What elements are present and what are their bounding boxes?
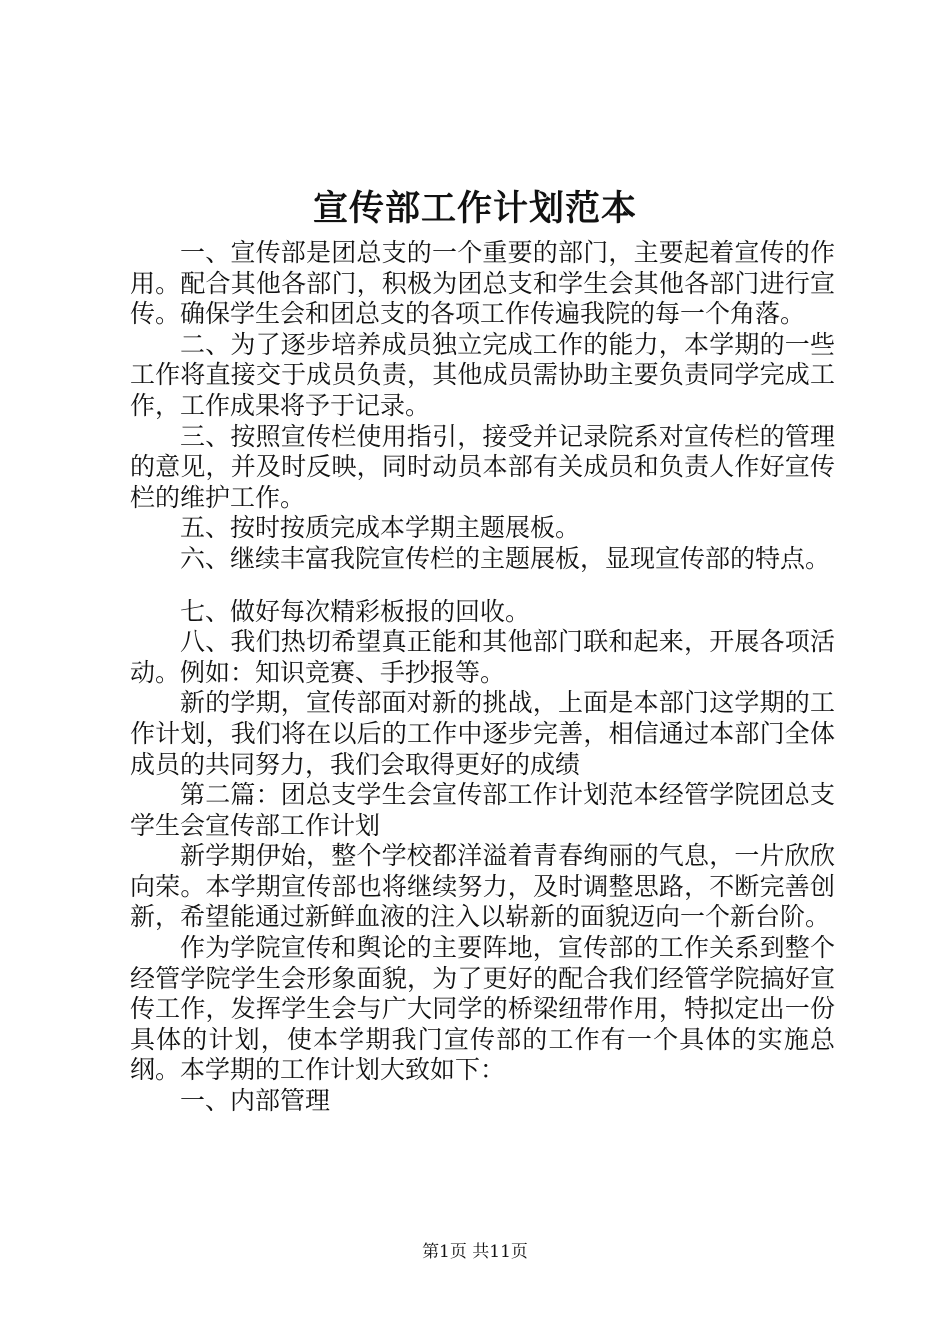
paragraph-summary: 新的学期，宣传部面对新的挑战，上面是本部门这学期的工作计划，我们将在以后的工作中逐步完善，相信通过本部门全体成员的共同努力，我们会取得更好的成绩 (130, 688, 835, 779)
document-title: 宣传部工作计划范本 (312, 188, 637, 229)
paragraph-purpose: 作为学院宣传和舆论的主要阵地，宣传部的工作关系到整个经管学院学生会形象面貌，为了更好的配合我们经管学院搞好宣传工作，发挥学生会与广大同学的桥梁纽带作用，特拟定出一份具体的计划，使本学期我门宣传部的工作有一个具体的实施总纲。本学期的工作计划大致如下： (130, 933, 835, 1085)
paragraph-1: 一、宣传部是团总支的一个重要的部门，主要起着宣传的作用。配合其他各部门，积极为团总支和学生会其他各部门进行宣传。确保学生会和团总支的各项工作传遍我院的每一个角落。 (130, 238, 835, 329)
paragraph-intro: 新学期伊始，整个学校都洋溢着青春绚丽的气息，一片欣欣向荣。本学期宣传部也将继续努力，及时调整思路，不断完善创新，希望能通过新鲜血液的注入以崭新的面貌迈向一个新台阶。 (130, 841, 835, 932)
document-body (130, 238, 835, 1117)
paragraph-3: 三、按照宣传栏使用指引，接受并记录院系对宣传栏的管理的意见，并及时反映，同时动员本部有关成员和负责人作好宣传栏的维护工作。 (130, 421, 835, 512)
paragraph-5: 五、按时按质完成本学期主题展板。 (180, 513, 581, 543)
paragraph-2: 二、为了逐步培养成员独立完成工作的能力，本学期的一些工作将直接交于成员负责，其他成员需协助主要负责同学完成工作，工作成果将予于记录。 (130, 329, 835, 420)
section-heading-part-two: 第二篇：团总支学生会宣传部工作计划范本经管学院团总支学生会宣传部工作计划 (130, 780, 835, 840)
subheading-internal-management: 一、内部管理 (180, 1086, 331, 1116)
page-number-footer: 第1页 共11页 (422, 1242, 528, 1262)
paragraph-6: 六、继续丰富我院宣传栏的主题展板，显现宣传部的特点。 (180, 543, 831, 573)
paragraph-7: 七、做好每次精彩板报的回收。 (180, 596, 531, 626)
paragraph-8: 八、我们热切希望真正能和其他部门联和起来，开展各项活动。例如：知识竞赛、手抄报等。 (130, 627, 835, 687)
